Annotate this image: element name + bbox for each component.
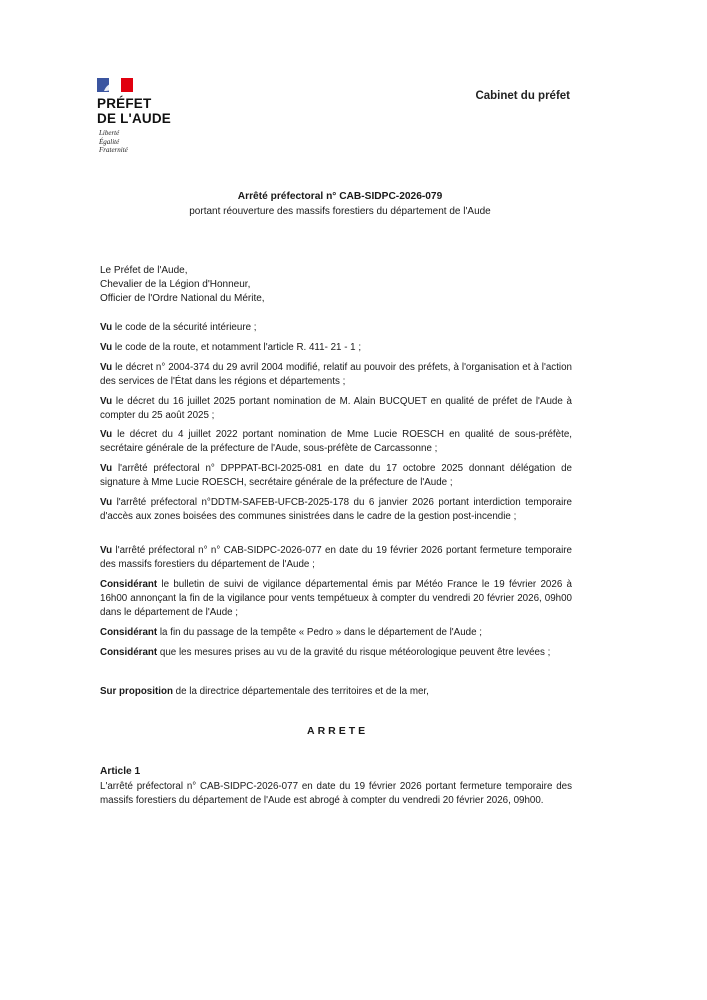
visa-paragraph	[100, 395, 572, 423]
article-1-title: Article 1	[100, 766, 141, 777]
visa-paragraph	[100, 496, 572, 524]
visa-lead: Vu	[100, 429, 113, 440]
visa-lead: Considérant	[100, 579, 158, 590]
cabinet-label: Cabinet du préfet	[475, 90, 570, 102]
visa-paragraph	[100, 341, 572, 355]
visa-lead: Vu	[100, 322, 113, 333]
visa-text: le bulletin de suivi de vigilance départemental émis par Météo France le 19 février 2026 à 16h00 annonçant la fin de la vigilance pour vents tempétueux à compter du vendredi 20 février 2026, 09h00 dans le département de l'Aude ;	[100, 579, 572, 618]
visa-lead: Vu	[100, 362, 113, 373]
article-1-text: L'arrêté préfectoral n° CAB-SIDPC-2026-077 en date du 19 février 2026 portant fermeture temporaire des massifs forestiers du département de l'Aude est abrogé à compter du vendredi 20 février 2026, 09h00.	[100, 781, 572, 806]
visa-paragraph	[100, 428, 572, 456]
document-subtitle: portant réouverture des massifs forestiers du département de l'Aude	[189, 206, 491, 217]
visa-lead: Sur proposition	[100, 686, 173, 697]
visa-text: l'arrêté préfectoral n° DPPPAT-BCI-2025-081 en date du 17 octobre 2025 donnant délégation de signature à Mme Lucie ROESCH, secrétaire générale de la préfecture de l'Aude ;	[100, 463, 572, 488]
visa-text: de la directrice départementale des territoires et de la mer,	[172, 686, 429, 697]
visa-lead: Vu	[100, 463, 113, 474]
visa-lead: Considérant	[100, 647, 158, 658]
logo-line-2: DE L'AUDE	[97, 111, 172, 126]
visa-text: l'arrêté préfectoral n°DDTM-SAFEB-UFCB-2025-178 du 6 janvier 2026 portant interdiction temporaire d'accès aux zones boisées des communes sinistrées dans le cadre de la gestion post-incendie ;	[100, 497, 572, 522]
visa-lead: Vu	[100, 396, 113, 407]
proposition-paragraph	[100, 685, 572, 699]
visa-text: le code de la sécurité intérieure ;	[112, 322, 257, 333]
intro-line: Chevalier de la Légion d'Honneur,	[100, 279, 251, 290]
visa-lead: Vu	[100, 497, 113, 508]
document-title: Arrêté préfectoral n° CAB-SIDPC-2026-079	[237, 191, 443, 202]
visa-text: le décret n° 2004-374 du 29 avril 2004 modifié, relatif au pouvoir des préfets, à l'organisation et à l'action des services de l'État dans les régions et départements ;	[100, 362, 572, 387]
visa-paragraph	[100, 462, 572, 490]
devise-fraternite: Fraternité	[99, 146, 128, 155]
visa-lead: Vu	[100, 545, 113, 556]
intro-block	[100, 264, 265, 306]
visa-text: l'arrêté préfectoral n° n° CAB-SIDPC-2026-077 en date du 19 février 2026 portant fermeture temporaire des massifs forestiers du département de l'Aude ;	[100, 545, 572, 570]
visa-paragraph	[100, 544, 572, 572]
visa-paragraph	[100, 321, 572, 335]
arrete-heading: ARRETE	[307, 725, 369, 737]
marianne-flag-icon	[97, 78, 133, 92]
visa-text: la fin du passage de la tempête « Pedro » dans le département de l'Aude ;	[157, 627, 482, 638]
considerant-paragraph	[100, 646, 572, 660]
considerant-paragraph	[100, 578, 572, 620]
visa-lead: Vu	[100, 342, 113, 353]
intro-line: Officier de l'Ordre National du Mérite,	[100, 293, 265, 304]
devise-egalite: Égalité	[99, 137, 120, 146]
logo-line-1: PRÉFET	[97, 96, 152, 111]
intro-line: Le Préfet de l'Aude,	[100, 265, 188, 276]
visa-text: le code de la route, et notamment l'article R. 411- 21 - 1 ;	[112, 342, 362, 353]
devise	[99, 129, 128, 155]
considerant-paragraph	[100, 626, 572, 640]
devise-liberte: Liberté	[99, 129, 120, 137]
logo-name	[97, 96, 171, 126]
visa-text: que les mesures prises au vu de la gravité du risque météorologique peuvent être levées ;	[157, 647, 551, 658]
visa-lead: Considérant	[100, 627, 158, 638]
visa-text: le décret du 16 juillet 2025 portant nomination de M. Alain BUCQUET en qualité de préfet de l'Aude à compter du 25 août 2025 ;	[100, 396, 572, 421]
visa-paragraph	[100, 361, 572, 389]
visa-text: le décret du 4 juillet 2022 portant nomination de Mme Lucie ROESCH en qualité de sous-préfète, secrétaire générale de la préfecture de l'Aude, sous-préfète de Carcassonne ;	[100, 429, 572, 454]
